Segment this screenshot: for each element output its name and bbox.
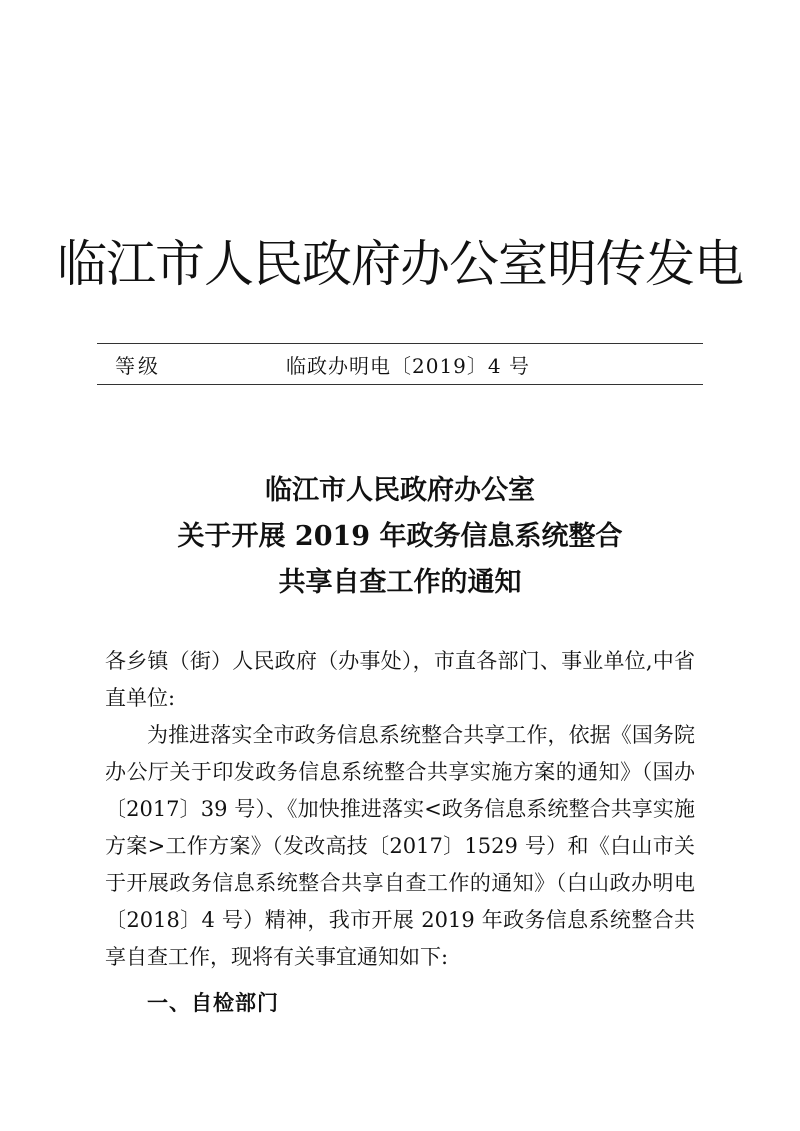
notice-title-line: 关于开展 2019 年政务信息系统整合 (177, 521, 623, 552)
section-heading: 一、自检部门 (147, 991, 279, 1015)
document-header-title: 临江市人民政府办公室明传发电 (57, 235, 743, 293)
notice-title-line: 共享自查工作的通知 (278, 567, 522, 598)
document-number: 临政办明电〔2019〕4 号 (286, 354, 530, 378)
body-paragraph: 为推进落实全市政务信息系统整合共享工作，依据《国务院办公厅关于印发政务信息系统整合共享实施方案的通知》（国办〔2017〕39 号）、《加快推进落实<政务信息系统整合共享实施方案>工作方案》（发改高技〔2017〕1529 号）和《白山市关于开展政务信息系统整合共享自查工作的通知》（白山政办明电〔2018〕4 号）精神，我市开展 2019 年政务信息系统整合共享自查工作，现将有关事宜通知如下: (105, 723, 695, 969)
header-divider-bottom (97, 384, 703, 385)
salutation: 各乡镇（街）人民政府（办事处），市直各部门、事业单位,中省直单位: (105, 649, 695, 710)
grade-label: 等级 (115, 354, 161, 378)
body-text (105, 643, 695, 976)
notice-title (0, 468, 800, 606)
notice-title-line: 临江市人民政府办公室 (265, 475, 535, 506)
grade-row (0, 350, 800, 382)
header-divider-top (97, 343, 703, 344)
